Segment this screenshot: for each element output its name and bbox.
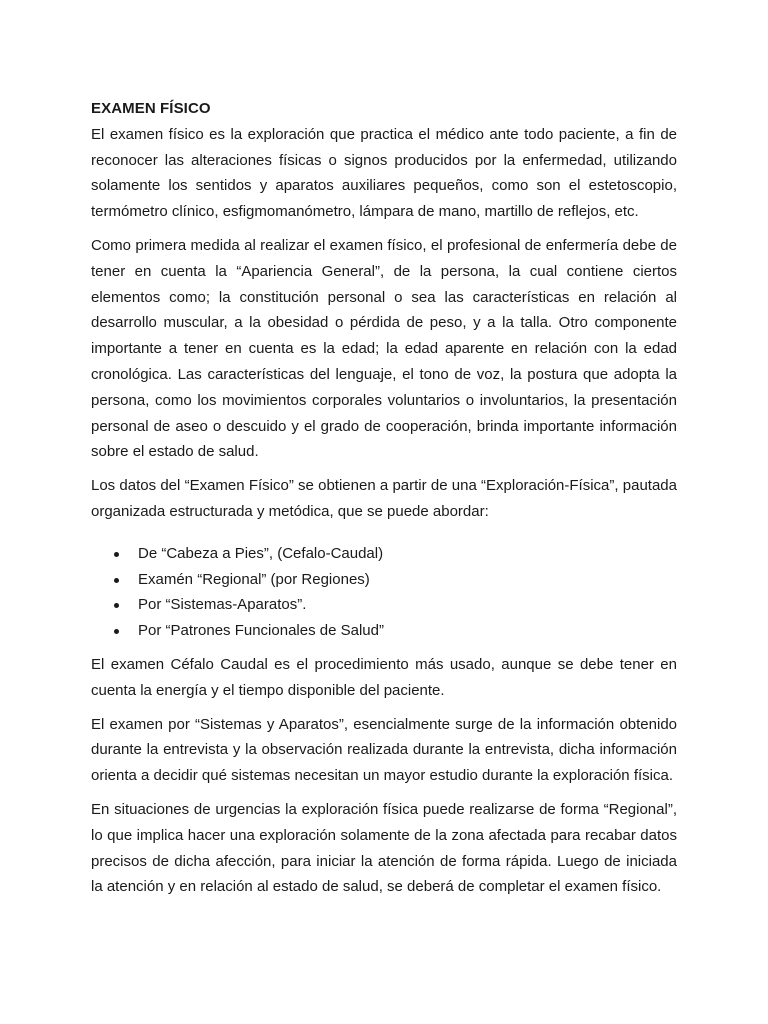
list-item-text: Por “Sistemas-Aparatos”. bbox=[138, 596, 307, 614]
list-item bbox=[114, 618, 677, 644]
paragraph-intro: El examen físico es la exploración que practica el médico ante todo paciente, a fin de reconocer las alteraciones físicas o signos producidos por la enfermedad, utilizando solamente los sentidos y aparatos auxiliares pequeños, como son el estetoscopio, termómetro clínico, esfigmomanómetro, lámpara de mano, martillo de reflejos, etc. bbox=[91, 125, 677, 221]
bullet-icon bbox=[114, 629, 119, 634]
bullet-icon bbox=[114, 603, 119, 608]
paragraph-general-appearance: Como primera medida al realizar el examen físico, el profesional de enfermería debe de tener en cuenta la “Apariencia General”, de la persona, la cual contiene ciertos elementos como; la constitución personal o sea las características en relación al desarrollo muscular, a la obesidad o pérdida de peso, y a la talla. Otro componente importante a tener en cuenta es la edad; la edad aparente en relación con la edad cronológica. Las características del lenguaje, el tono de voz, la postura que adopta la persona, como los movimientos corporales voluntarios o involuntarios, la presentación personal de aseo o descuido y el grado de cooperación, brinda importante información sobre el estado de salud. bbox=[91, 236, 677, 461]
bullet-icon bbox=[114, 552, 119, 557]
paragraph-cephalocaudal: El examen Céfalo Caudal es el procedimiento más usado, aunque se debe tener en cuenta la energía y el tiempo disponible del paciente. bbox=[91, 655, 677, 699]
list-item-text: De “Cabeza a Pies”, (Cefalo-Caudal) bbox=[138, 544, 384, 562]
paragraph-data-collection: Los datos del “Examen Físico” se obtienen a partir de una “Exploración-Física”, pautada organizada estructurada y metódica, que se puede abordar: bbox=[91, 477, 677, 520]
list-item-text: Por “Patrones Funcionales de Salud” bbox=[138, 622, 384, 640]
list-item bbox=[114, 592, 677, 618]
approach-list bbox=[91, 541, 677, 644]
page-title: EXAMEN FÍSICO bbox=[91, 100, 211, 117]
bullet-icon bbox=[114, 578, 119, 583]
list-item bbox=[114, 541, 677, 567]
paragraph-emergencies: En situaciones de urgencias la exploración física puede realizarse de forma “Regional”, lo que implica hacer una exploración solamente de la zona afectada para recabar datos precisos de dicha afección, para iniciar la atención de forma rápida. Luego de iniciada la atención y en relación al estado de salud, se deberá de completar el examen físico. bbox=[91, 800, 677, 896]
paragraph-systems: El examen por “Sistemas y Aparatos”, esencialmente surge de la información obtenido durante la entrevista y la observación realizada durante la entrevista, dicha información orienta a decidir qué sistemas necesitan un mayor estudio durante la exploración física. bbox=[91, 715, 677, 785]
list-item-text: Examén “Regional” (por Regiones) bbox=[138, 570, 370, 588]
list-item bbox=[114, 567, 677, 593]
